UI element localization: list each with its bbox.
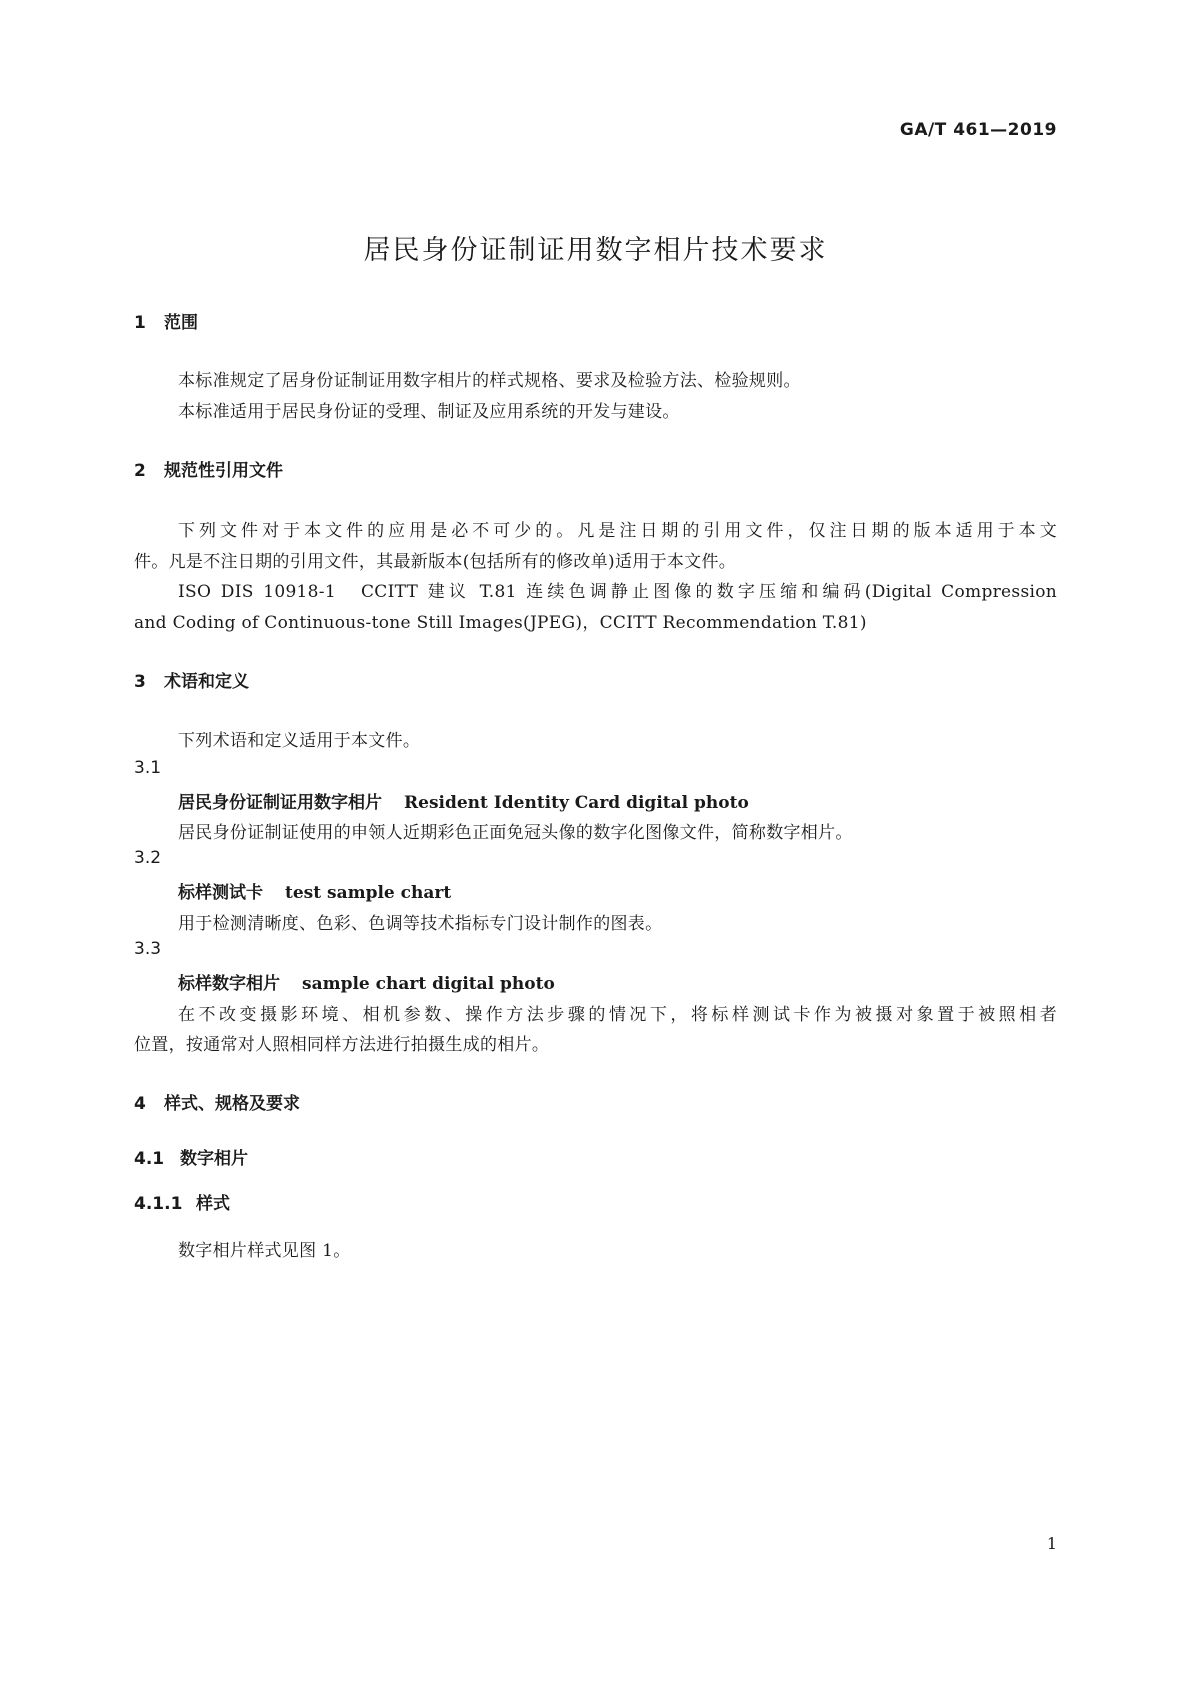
term-number: 3.3	[134, 939, 162, 959]
term-heading	[178, 788, 749, 813]
term-en: sample chart digital photo	[302, 974, 555, 994]
term-number: 3.2	[134, 848, 162, 868]
term-en: Resident Identity Card digital photo	[404, 793, 749, 813]
section-title: 术语和定义	[164, 672, 249, 692]
section-title: 样式、规格及要求	[164, 1094, 300, 1114]
section-1-heading	[134, 308, 198, 333]
term-definition-line: 在不改变摄影环境、相机参数、操作方法步骤的情况下，将标样测试卡作为被摄对象置于被照相者	[178, 1005, 1057, 1025]
term-definition-line: 位置，按通常对人照相同样方法进行拍摄生成的相片。	[134, 1035, 550, 1055]
section-number: 4	[134, 1094, 146, 1114]
paragraph-line: 件。凡是不注日期的引用文件，其最新版本(包括所有的修改单)适用于本文件。	[134, 552, 737, 572]
paragraph: 下列术语和定义适用于本文件。	[178, 731, 421, 751]
paragraph-line: 下列文件对于本文件的应用是必不可少的。凡是注日期的引用文件，仅注日期的版本适用于本文	[178, 521, 1057, 541]
subsection-number: 4.1.1	[134, 1194, 183, 1214]
subsection-number: 4.1	[134, 1149, 165, 1169]
section-2-heading	[134, 456, 283, 481]
section-number: 2	[134, 461, 146, 481]
paragraph: 数字相片样式见图 1。	[178, 1241, 351, 1261]
subsection-title: 样式	[196, 1194, 230, 1214]
term-cn: 标样数字相片	[178, 974, 280, 994]
page-number: 1	[1046, 1534, 1057, 1553]
subsection-title: 数字相片	[180, 1149, 248, 1169]
term-definition: 用于检测清晰度、色彩、色调等技术指标专门设计制作的图表。	[178, 914, 663, 934]
section-title: 规范性引用文件	[164, 461, 283, 481]
section-4-heading	[134, 1089, 300, 1114]
document-title: 居民身份证制证用数字相片技术要求	[363, 235, 828, 266]
subsection-4-1-1-heading	[134, 1189, 230, 1214]
standard-number: GA/T 461—2019	[899, 120, 1057, 140]
reference-line: ISO DIS 10918-1 CCITT 建议 T.81 连续色调静止图像的数字压缩和编码(Digital Compression	[178, 582, 1057, 602]
term-heading	[178, 969, 555, 994]
section-3-heading	[134, 667, 249, 692]
term-definition: 居民身份证制证使用的申领人近期彩色正面免冠头像的数字化图像文件，简称数字相片。	[178, 823, 853, 843]
term-number: 3.1	[134, 758, 162, 778]
section-number: 1	[134, 313, 146, 333]
term-cn: 居民身份证制证用数字相片	[178, 793, 382, 813]
term-heading	[178, 878, 451, 903]
term-cn: 标样测试卡	[178, 883, 263, 903]
reference-line: and Coding of Continuous-tone Still Images(JPEG)，CCITT Recommendation T.81)	[134, 613, 867, 633]
paragraph: 本标准规定了居身份证制证用数字相片的样式规格、要求及检验方法、检验规则。	[178, 371, 801, 391]
section-number: 3	[134, 672, 146, 692]
subsection-4-1-heading	[134, 1144, 248, 1169]
section-title: 范围	[164, 313, 198, 333]
paragraph: 本标准适用于居民身份证的受理、制证及应用系统的开发与建设。	[178, 402, 680, 422]
term-en: test sample chart	[285, 883, 452, 903]
